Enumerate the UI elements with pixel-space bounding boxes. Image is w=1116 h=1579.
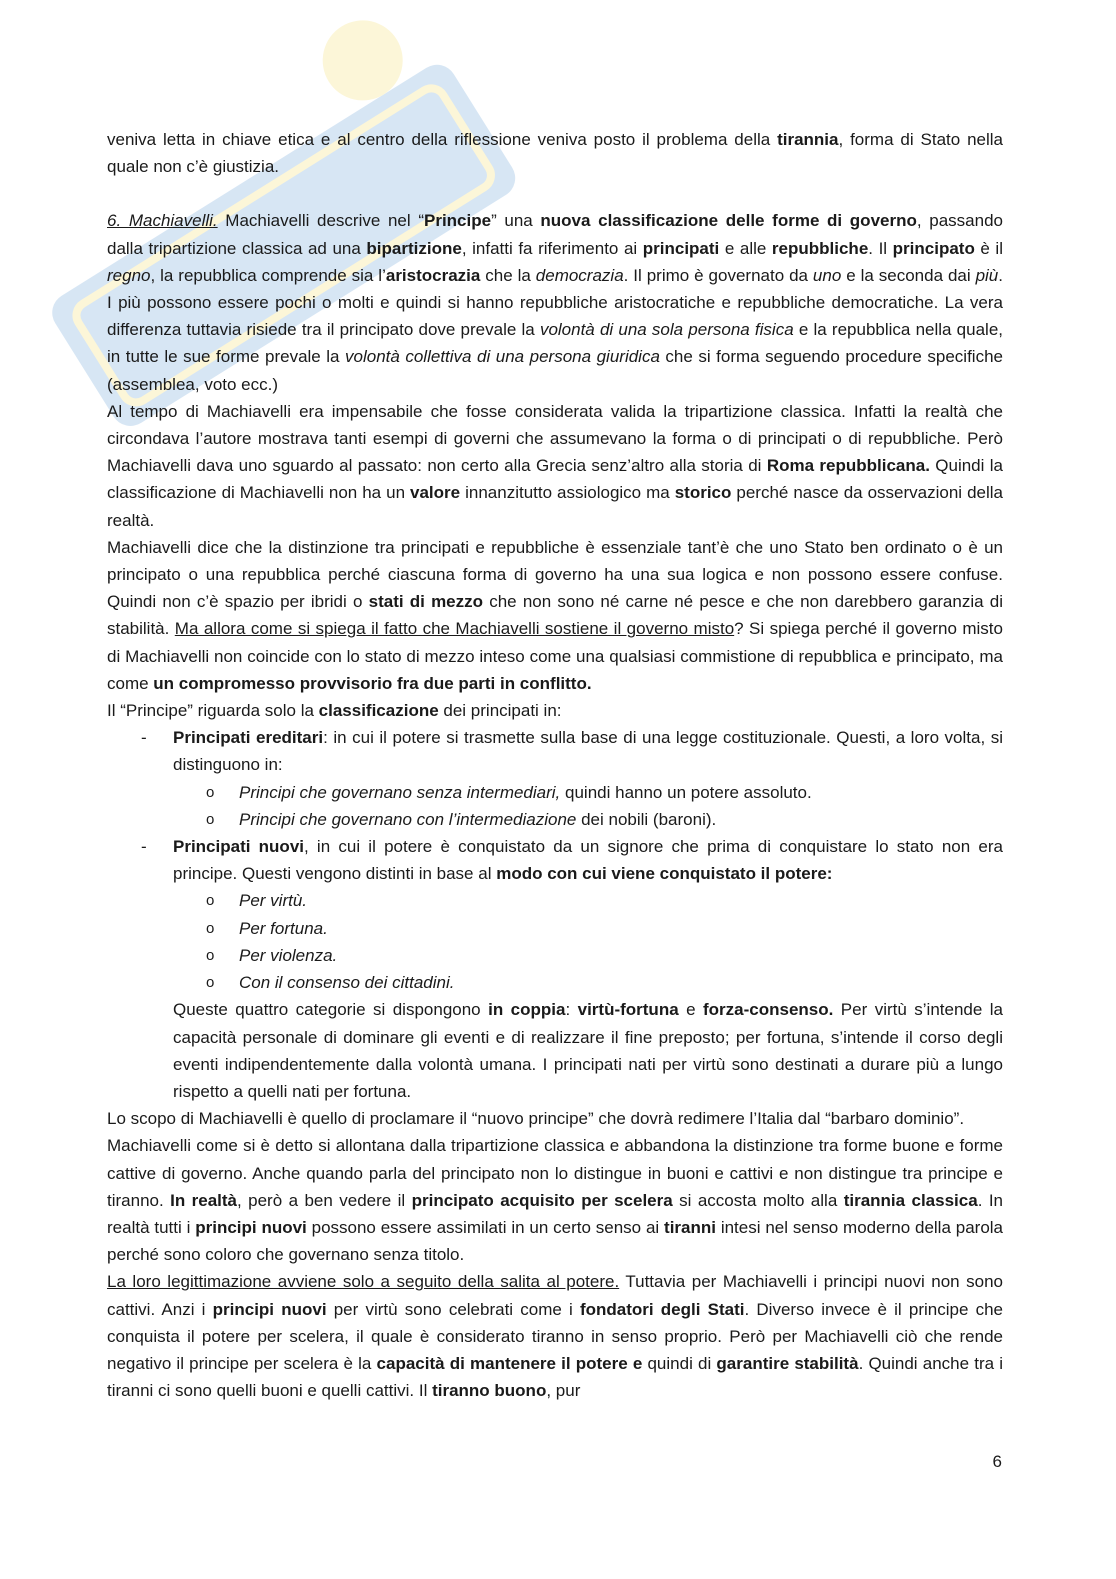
sublist-item: o Per fortuna. [206, 918, 328, 938]
categories-paragraph: Queste quattro categorie si dispongono in coppia: virtù-fortuna e forza-consenso. Per virtù s’intende la capacità personale di dominare gli eventi e di realizzare il fine preposto; per fortuna, s’intende il corso degli eventi indipendentemente dalla volontà umana. I principati nati per virtù sono destinati a durare più a lungo rispetto a quelli nati per fortuna. [173, 1000, 1003, 1101]
paragraph-2: Al tempo di Machiavelli era impensabile che fosse considerata valida la tripartizione classica. Infatti la realtà che circondava l’autore mostrava tanti esempi di governi che assumevano la forma o di principati o di repubbliche. Però Machiavelli dava uno sguardo al passato: non certo alla Grecia senz’altro alla storia di Roma repubblicana. Quindi la classificazione di Machiavelli non ha un valore innanzitutto assiologico ma storico perché nasce da osservazioni della realtà. [107, 401, 1003, 530]
document-body [107, 126, 1003, 1404]
principati-list [107, 724, 1003, 996]
sublist-ereditari [173, 779, 1003, 833]
sublist-item: o Per violenza. [206, 945, 338, 965]
intro-paragraph: veniva letta in chiave etica e al centro della riflessione veniva posto il problema della tirannia, forma di Stato nella quale non c’è giustizia. [107, 130, 1003, 177]
paragraph-4: Il “Principe” riguarda solo la classificazione dei principati in: [107, 701, 562, 721]
dash-bullet: - [141, 837, 147, 857]
sublist-item: o Con il consenso dei cittadini. [206, 973, 455, 993]
page-number: 6 [992, 1452, 1002, 1471]
paragraph-6: Machiavelli come si è detto si allontana dalla tripartizione classica e abbandona la distinzione tra forme buone e forme cattive di governo. Anche quando parla del principato non lo distingue in buoni e cattivi e non distingue tra principe e tiranno. In realtà, però a ben vedere il principato acquisito per scelera si accosta molto alla tirannia classica. In realtà tutti i principi nuovi possono essere assimilati in un certo senso ai tiranni intesi nel senso moderno della parola perché sono coloro che governano senza titolo. [107, 1136, 1004, 1265]
list-item-nuovi: - Principati nuovi, in cui il potere è conquistato da un signore che prima di conquistare lo stato non era principe. Questi vengono distinti in base al modo con cui viene conquistato il potere: o Per virtù. o Per fortuna. o Per violenza. o Con il consenso dei cittadini. [107, 833, 1003, 996]
sublist-item: o Principi che governano con l’intermediazione dei nobili (baroni). [206, 809, 717, 829]
list-item-ereditari: - Principati ereditari: in cui il potere si trasmette sulla base di una legge costituzionale. Questi, a loro volta, si distinguono in: o Principi che governano senza intermediari, quindi hanno un potere assoluto. o Principi che governano con l’intermediazione dei nobili (baroni). [107, 724, 1003, 833]
paragraph-3: Machiavelli dice che la distinzione tra principati e repubbliche è essenziale tant’è che uno Stato ben ordinato o è un principato o una repubblica perché ciascuna forma di governo ha una sua logica e non possono essere confuse. Quindi non c’è spazio per ibridi o stati di mezzo che non sono né carne né pesce e che non darebbero garanzia di stabilità. Ma allora come si spiega il fatto che Machiavelli sostiene il governo misto? Si spiega perché il governo misto di Machiavelli non coincide con lo stato di mezzo inteso come una qualsiasi commistione di repubblica e principato, ma come un compromesso provvisorio fra due parti in conflitto. [107, 537, 1003, 693]
sublist-item: o Per virtù. [206, 891, 308, 911]
paragraph-7: La loro legittimazione avviene solo a seguito della salita al potere. Tuttavia per Machiavelli i principi nuovi non sono cattivi. Anzi i principi nuovi per virtù sono celebrati come i fondatori degli Stati. Diverso invece è il principe che conquista il potere per scelera, il quale è considerato tiranno in senso proprio. Però per Machiavelli ciò che rende negativo il principe per scelera è la capacità di mantenere il potere e quindi di garantire stabilità. Quindi anche tra i tiranni ci sono quelli buoni e quelli cattivi. Il tiranno buono, pur [107, 1272, 1004, 1401]
sublist-item: o Principi che governano senza intermediari, quindi hanno un potere assoluto. [206, 782, 812, 802]
paragraph-5: Lo scopo di Machiavelli è quello di proclamare il “nuovo principe” che dovrà redimere l’Italia dal “barbaro dominio”. [107, 1109, 965, 1129]
sublist-nuovi [173, 887, 1003, 996]
section-heading: 6. Machiavelli. [107, 211, 218, 231]
section-6-paragraph: 6. Machiavelli. Machiavelli descrive nel “Principe” una nuova classificazione delle forme di governo, passando dalla tripartizione classica ad una bipartizione, infatti fa riferimento ai principati e alle repubbliche. Il principato è il regno, la repubblica comprende sia l’aristocrazia che la democrazia. Il primo è governato da uno e la seconda dai più. I più possono essere pochi o molti e quindi si hanno repubbliche aristocratiche e repubbliche democratiche. La vera differenza tuttavia risiede tra il principato dove prevale la volontà di una sola persona fisica e la repubblica nella quale, in tutte le sue forme prevale la volontà collettiva di una persona giuridica che si forma seguendo procedure specifiche (assemblea, voto ecc.) [107, 211, 1003, 394]
dash-bullet: - [141, 728, 147, 748]
